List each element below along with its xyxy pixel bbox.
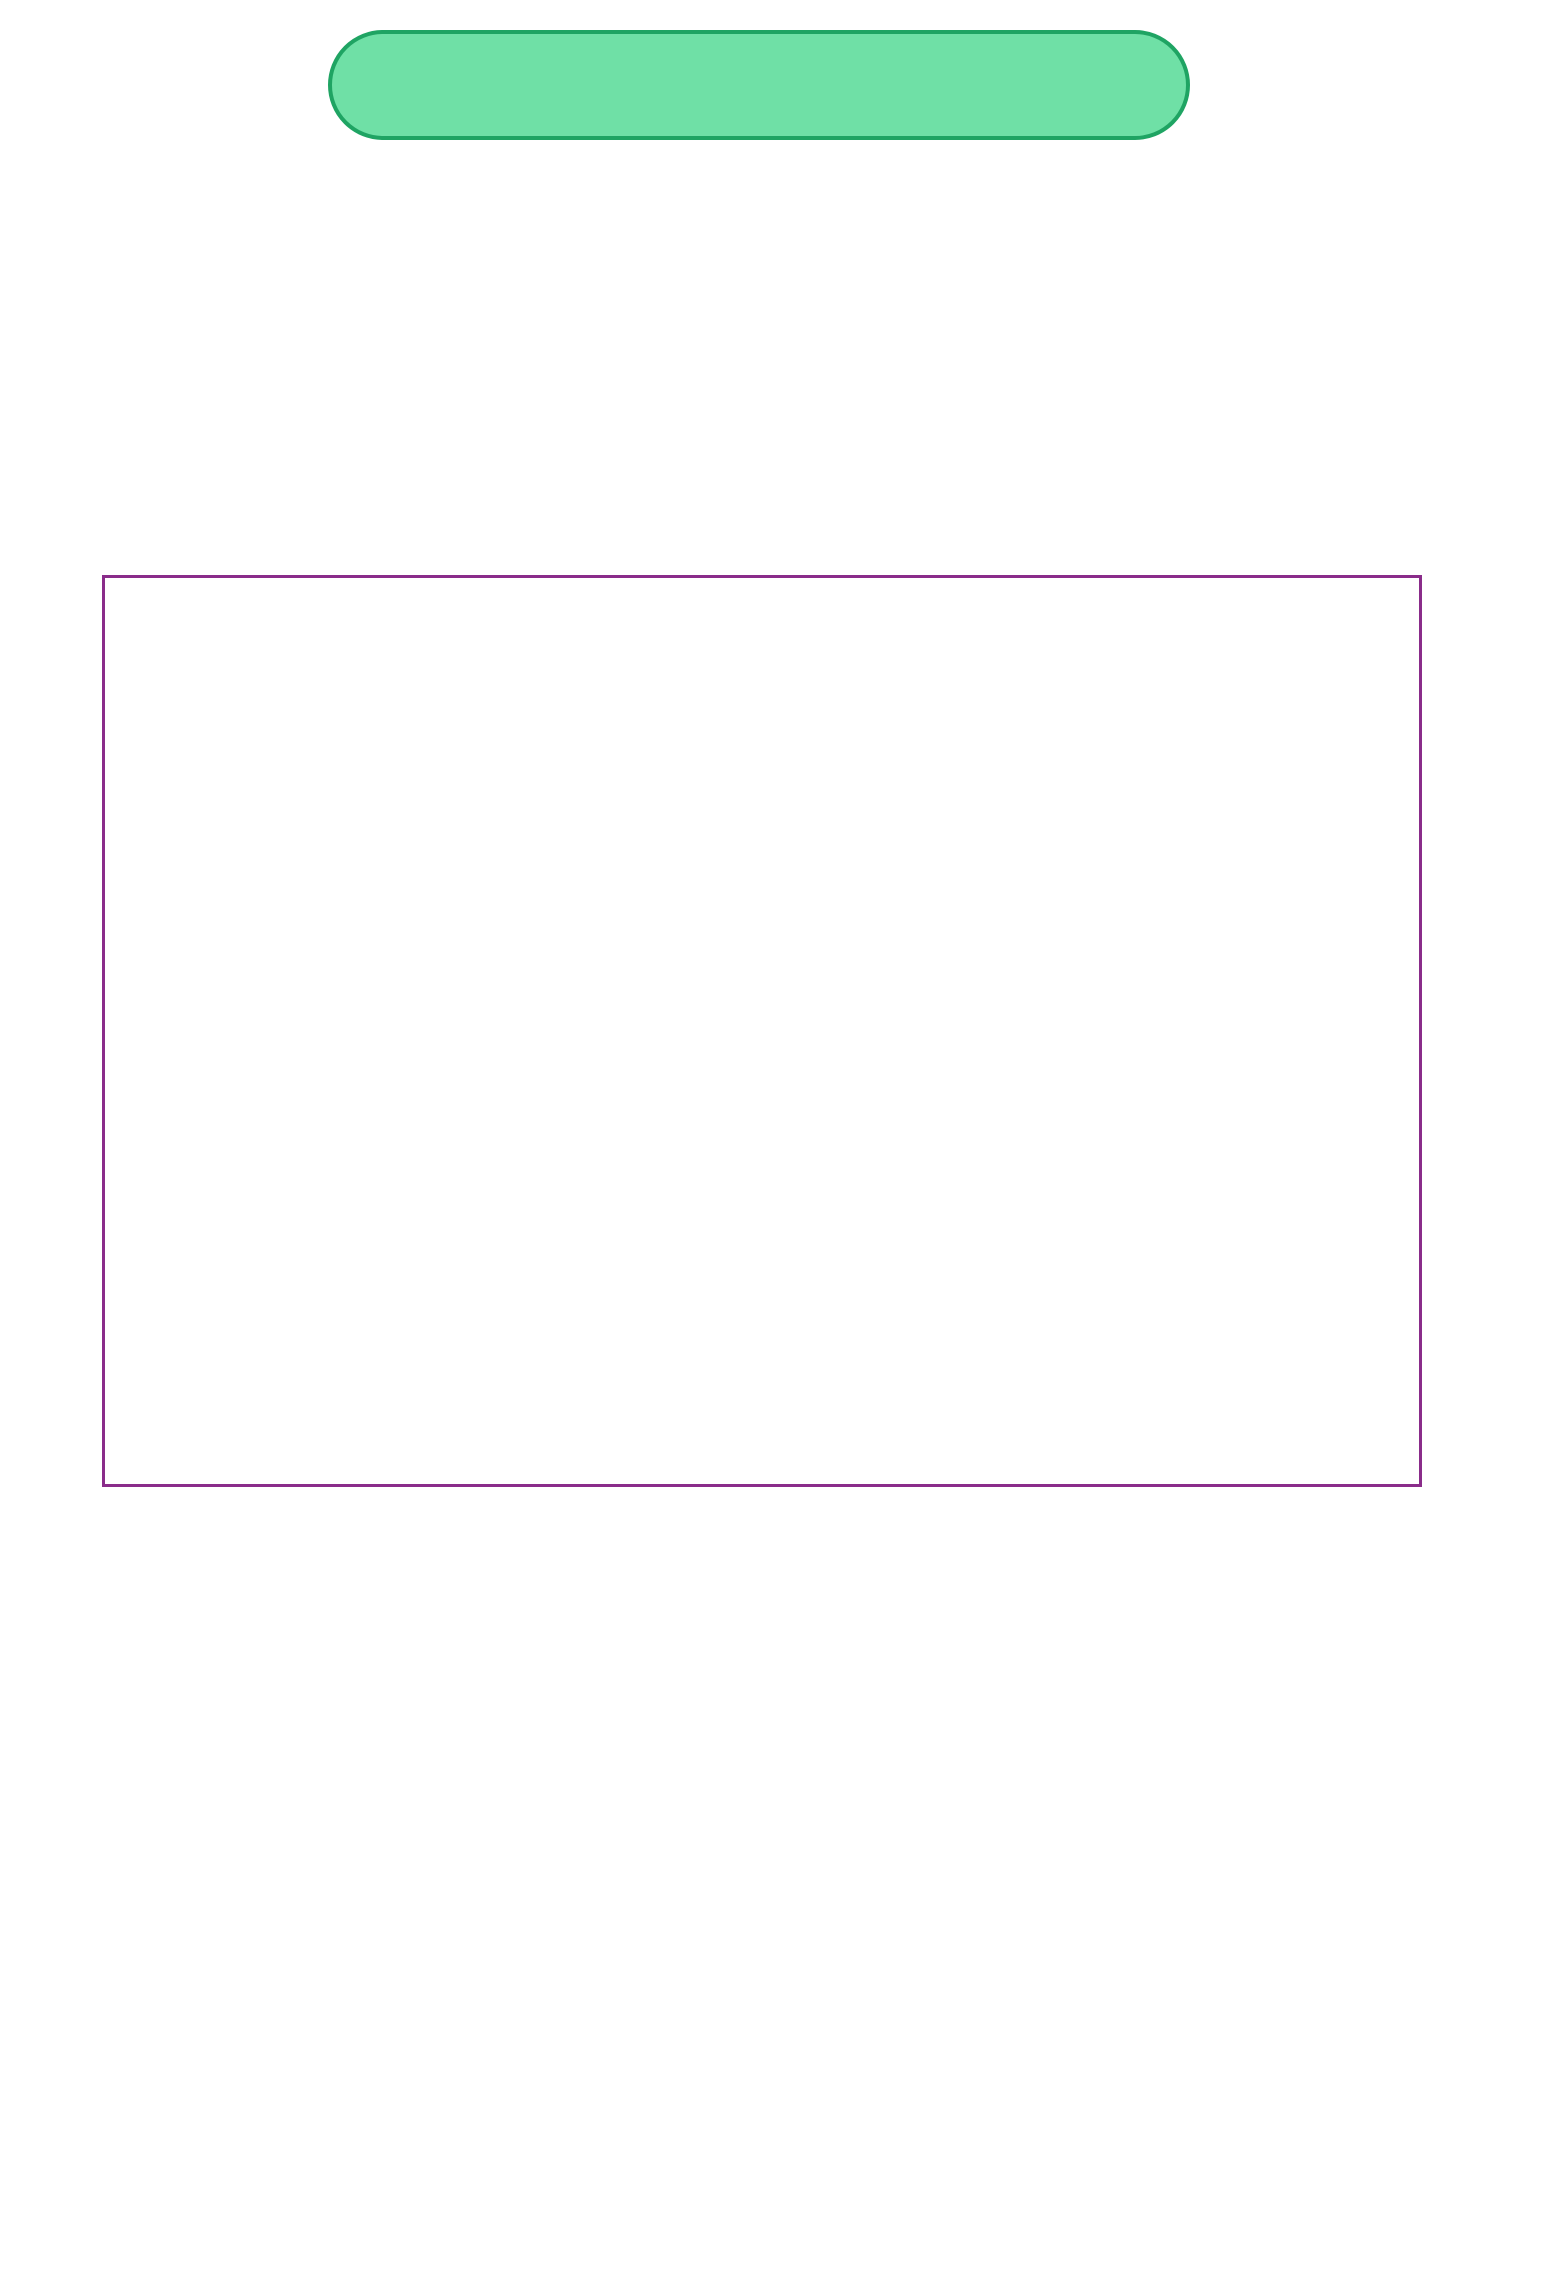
title-banner xyxy=(328,30,1190,140)
responsive-reading-box xyxy=(102,575,1422,1487)
